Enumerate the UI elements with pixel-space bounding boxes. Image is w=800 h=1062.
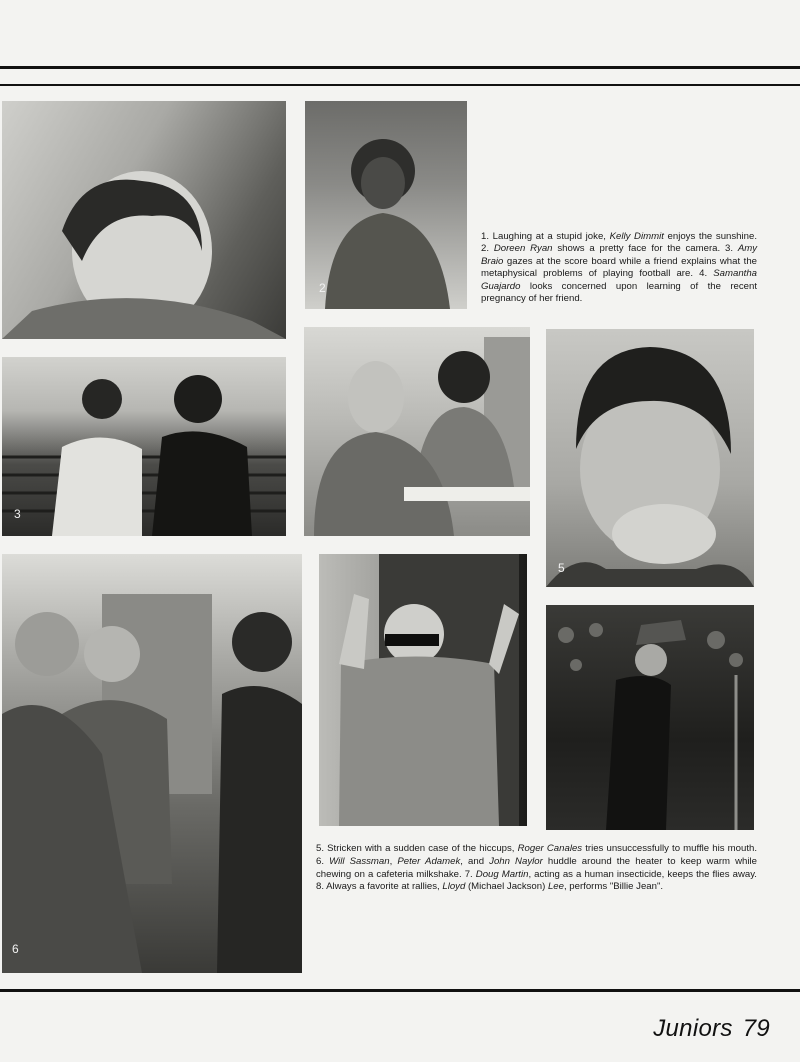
page-footer bbox=[653, 1015, 770, 1043]
top-rule-thin bbox=[0, 84, 800, 86]
girls-at-table-icon bbox=[304, 327, 530, 536]
boy-sunglasses-tree-icon bbox=[319, 554, 527, 826]
performer-on-stage-icon bbox=[546, 605, 754, 830]
photo-2 bbox=[305, 101, 467, 309]
photo-8 bbox=[546, 605, 754, 830]
page-number: 79 bbox=[742, 1015, 770, 1042]
photo-4 bbox=[304, 327, 530, 536]
photo-number: 6 bbox=[12, 942, 19, 956]
group-by-heater-icon bbox=[2, 554, 302, 973]
section-title: Juniors bbox=[653, 1015, 733, 1042]
bottom-rule bbox=[0, 989, 800, 992]
photo-3 bbox=[2, 357, 286, 536]
caption-bottom: 5. Stricken with a sudden case of the hiccups, Roger Canales tries unsuccessfully to muffle his mouth. 6. Will Sassman, Peter Adamek, and John Naylor huddle around the heater to keep warm while chewing on a cafeteria milkshake. 7. Doug Martin, acting as a human insecticide, keeps the flies away. 8. Always a favorite at rallies, Lloyd (Michael Jackson) Lee, performs "Billie Jean". bbox=[316, 843, 757, 893]
photo-5 bbox=[546, 329, 754, 587]
boy-hand-over-mouth-icon bbox=[546, 329, 754, 587]
photo-number: 5 bbox=[558, 561, 565, 575]
photo-1 bbox=[2, 101, 286, 339]
photo-number: 2 bbox=[319, 281, 326, 295]
photo-6 bbox=[2, 554, 302, 973]
photo-number: 3 bbox=[14, 507, 21, 521]
portrait-girl-sweater-icon bbox=[305, 101, 467, 309]
caption-top: 1. Laughing at a stupid joke, Kelly Dimmit enjoys the sunshine. 2. Doreen Ryan shows a pretty face for the camera. 3. Amy Braio gazes at the score board while a friend explains what the metaphysical problems of playing football are. 4. Samantha Guajardo looks concerned upon learning of the recent pregnancy of her friend. bbox=[481, 231, 757, 305]
portrait-laughing-girl-icon bbox=[2, 101, 286, 339]
photo-7 bbox=[319, 554, 527, 826]
top-rule-thick bbox=[0, 66, 800, 69]
two-girls-bleachers-icon bbox=[2, 357, 286, 536]
